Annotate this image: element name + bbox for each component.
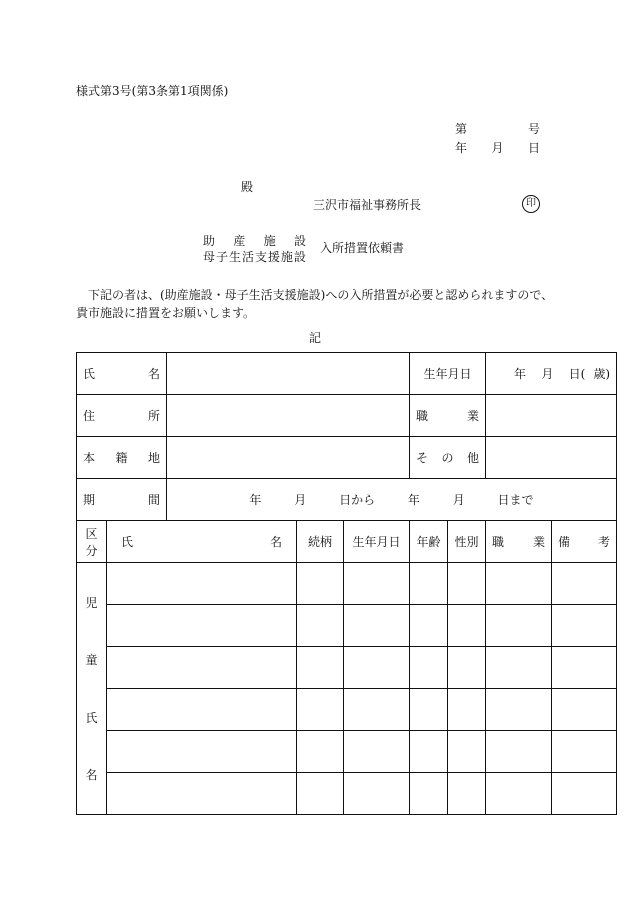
date-year: 年 [455,141,468,155]
child-occupation-field[interactable] [486,605,552,647]
name-label-cell [77,353,167,395]
period-start-year: 年 [249,493,262,507]
col-occupation [486,521,552,563]
period-field[interactable] [167,479,617,521]
date-day: 日 [527,141,540,155]
child-birth-field[interactable] [344,731,410,773]
period-end-day: 日まで [497,493,534,507]
other-label-cell [410,437,486,479]
child-age-field[interactable] [410,773,448,815]
application-table [76,352,617,815]
child-birth-field[interactable] [344,689,410,731]
period-end-year: 年 [407,493,420,507]
facility-char: 産 [233,234,246,248]
body-line2: 貴市施設に措置をお願いします。 [76,306,256,320]
child-relation-field[interactable] [297,773,344,815]
child-birth-field[interactable] [344,773,410,815]
child-remarks-field[interactable] [552,773,617,815]
address-label-cell [77,395,167,437]
address-field[interactable] [167,395,410,437]
col-age: 年齢 [410,521,448,563]
label-char: 考 [598,535,611,549]
col-remarks [552,521,617,563]
facility-char: 設 [293,234,306,248]
child-birth-field[interactable] [344,605,410,647]
domicile-label-cell [77,437,167,479]
body-line1: 下記の者は、(助産施設・母子生活支援施設)への入所措置が必要と認められますので、 [88,288,554,302]
label-char: 所 [147,409,160,423]
child-relation-field[interactable] [297,689,344,731]
child-name-field[interactable] [107,563,297,605]
child-name-field[interactable] [107,773,297,815]
child-relation-field[interactable] [297,731,344,773]
child-gender-field[interactable] [448,689,486,731]
child-name-field[interactable] [107,731,297,773]
child-gender-field[interactable] [448,563,486,605]
col-gender: 性別 [448,521,486,563]
seal-mark [522,195,540,213]
child-occupation-field[interactable] [486,647,552,689]
label-char: 他 [467,451,480,465]
period-start-month: 月 [294,493,307,507]
label-char: 氏 [121,535,134,549]
form-number: 様式第3号(第3条第1項関係) [76,84,229,98]
document-number [455,123,540,135]
child-remarks-field[interactable] [552,689,617,731]
facility-char: 施 [263,234,276,248]
number-suffix: 号 [527,122,540,136]
label-char: 職 [416,409,429,423]
label-char: 名 [269,535,282,549]
document-title: 入所措置依頼書 [320,241,405,255]
child-age-field[interactable] [410,563,448,605]
child-relation-field[interactable] [297,563,344,605]
addressee-suffix: 殿 [241,180,254,194]
facility-line2-text: 母 子 生 活 支 援 施 設 [203,250,306,264]
number-prefix: 第 [455,122,468,136]
facility-line1 [203,235,306,247]
label-char: 名 [147,367,160,381]
child-gender-field[interactable] [448,647,486,689]
facility-line2 [203,251,306,263]
child-age-field[interactable] [410,689,448,731]
label-char: 地 [147,451,160,465]
date-month: 月 [491,141,504,155]
child-occupation-field[interactable] [486,731,552,773]
birth-year: 年 [514,367,527,381]
label-char: 業 [467,409,480,423]
record-heading: 記 [309,331,322,345]
col-category: 区分 [77,521,107,563]
label-char: 名 [85,768,98,783]
child-remarks-field[interactable] [552,731,617,773]
child-gender-field[interactable] [448,731,486,773]
occupation-field[interactable] [486,395,617,437]
col-relation: 続柄 [297,521,344,563]
children-label-cell [77,563,107,815]
col-name [107,521,297,563]
label-char: 職 [492,535,505,549]
child-gender-field[interactable] [448,605,486,647]
label-char: 期 [83,493,96,507]
occupation-label-cell [410,395,486,437]
period-start-day: 日から [339,493,376,507]
child-remarks-field[interactable] [552,563,617,605]
child-name-field[interactable] [107,689,297,731]
child-gender-field[interactable] [448,773,486,815]
col-birth: 生年月日 [344,521,410,563]
sender-name: 三沢市福祉事務所長 [313,198,422,212]
label-char: の [441,451,454,465]
child-relation-field[interactable] [297,605,344,647]
child-relation-field[interactable] [297,647,344,689]
label-char: 氏 [85,710,98,725]
facility-char: 助 [203,234,216,248]
child-age-field[interactable] [410,605,448,647]
child-age-field[interactable] [410,731,448,773]
label-char: 氏 [83,367,96,381]
child-occupation-field[interactable] [486,563,552,605]
child-name-field[interactable] [107,647,297,689]
child-occupation-field[interactable] [486,689,552,731]
child-remarks-field[interactable] [552,605,617,647]
child-birth-field[interactable] [344,563,410,605]
label-char: 間 [147,493,160,507]
label-char: 本 [83,451,96,465]
label-char: 業 [533,535,546,549]
child-birth-field[interactable] [344,647,410,689]
age-open: ( [580,367,586,381]
other-field[interactable] [486,437,617,479]
label-char: 籍 [115,451,128,465]
label-char: 住 [83,409,96,423]
period-end-month: 月 [452,493,465,507]
name-field[interactable] [167,353,410,395]
seal-text: 印 [526,198,536,209]
birth-month: 月 [541,367,554,381]
birth-label-cell: 生年月日 [410,353,486,395]
period-label-cell [77,479,167,521]
child-name-field[interactable] [107,605,297,647]
label-char: 児 [85,595,98,610]
domicile-field[interactable] [167,437,410,479]
label-char: 童 [85,653,98,668]
document-date [455,142,540,154]
child-occupation-field[interactable] [486,773,552,815]
child-remarks-field[interactable] [552,647,617,689]
age-close: 歳) [593,367,611,381]
birth-field[interactable] [486,353,617,395]
label-char: 備 [558,535,571,549]
label-char: そ [416,451,429,465]
child-age-field[interactable] [410,647,448,689]
birth-day: 日 [568,367,581,381]
